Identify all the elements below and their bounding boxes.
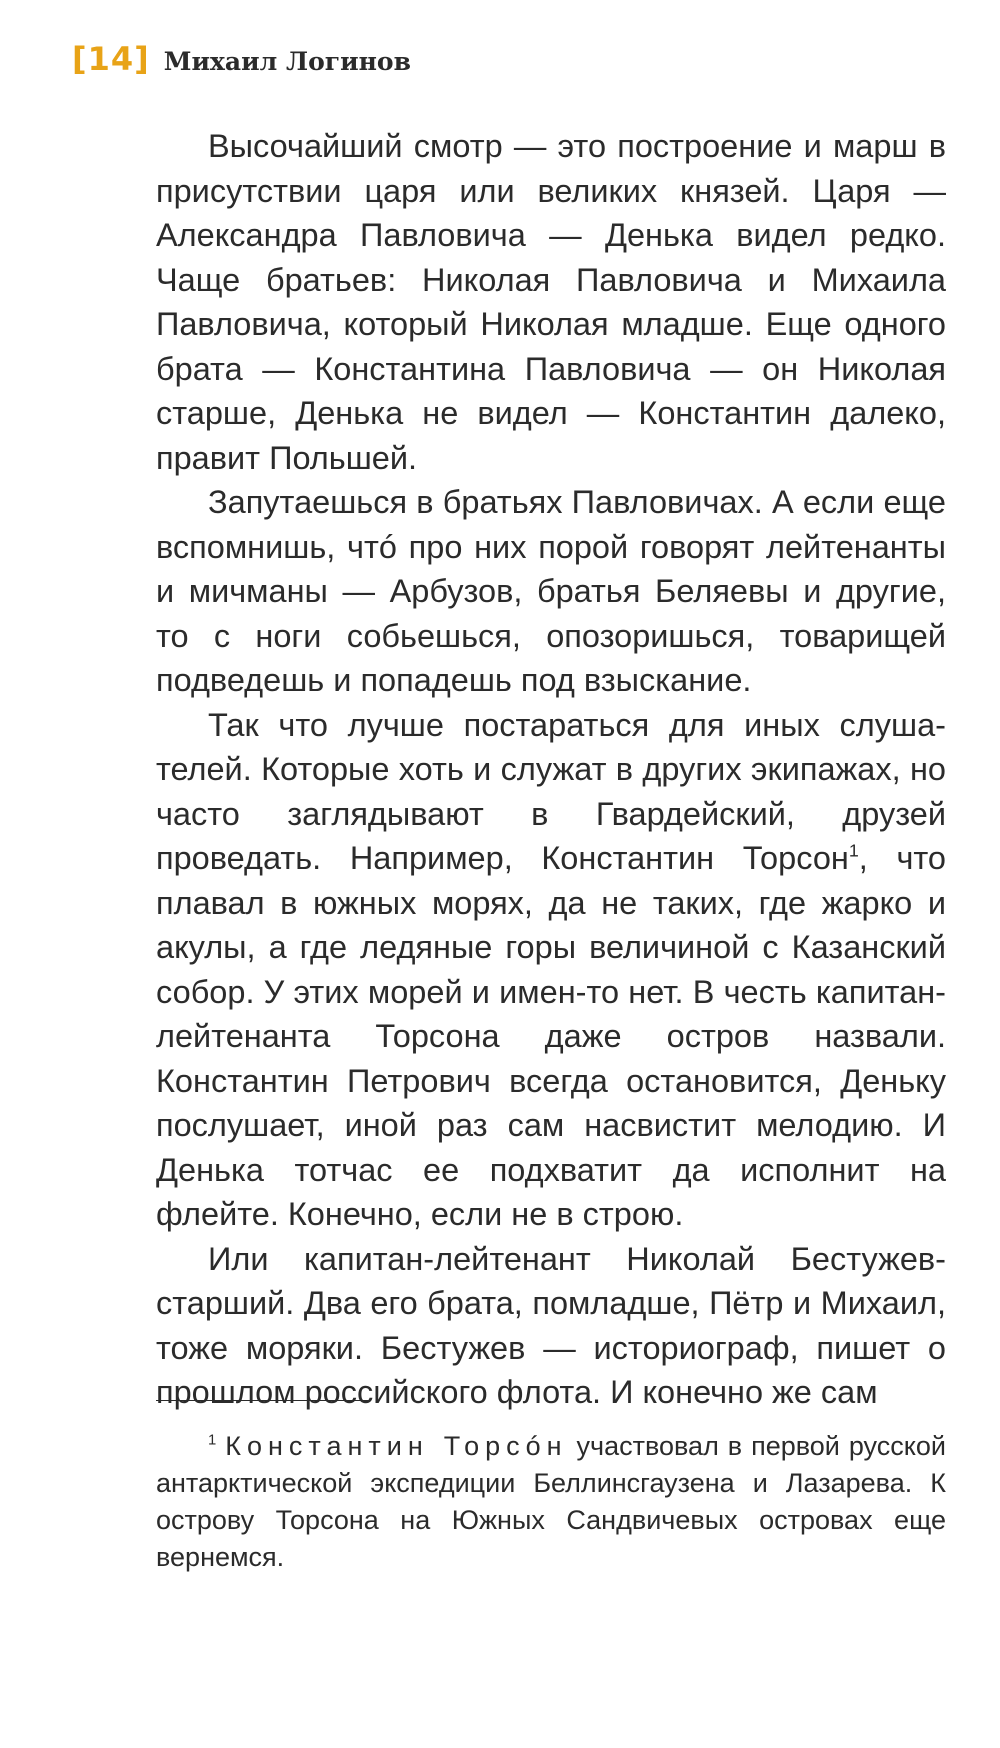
footnote-reference[interactable]: 1: [848, 840, 859, 861]
running-header: [72, 40, 411, 78]
page-number: [14]: [72, 40, 150, 78]
footnote-text: участвовал в первой русской антарктической экспедиции Беллинсгаузена и Лазарева. К острову Торсона на Южных Сандвичевых островах еще вернемся.: [156, 1431, 946, 1572]
author-name: Михаил Логинов: [163, 47, 411, 76]
paragraph-1: Высочайший смотр — это построение и марш в присутствии царя или великих князей. Царя — Александра Павловича — Денька видел редко. Чаще братьев: Николая Павловича и Михаила Павловича, который Николая младше. Еще одного брата — Константина Павловича — он Николая старше, Денька не видел — Константин далеко, правит Польшей.: [156, 128, 946, 476]
paragraph-3: [156, 703, 946, 1237]
footnote: [156, 1428, 946, 1576]
footnote-marker: 1: [208, 1432, 217, 1449]
paragraph-2: Запутаешься в братьях Павловичах. А если еще вспомнишь, чтó про них порой говорят лейтенанты и мичманы — Арбузов, братья Беляевы и другие, то с ноги собьешься, опозоришься, товарищей подведешь и попадешь под взыскание.: [156, 484, 946, 698]
paragraph-4: Или капитан-лейтенант Николай Бестужев-старший. Два его брата, помладше, Пётр и Михаил, тоже моряки. Бестужев — историограф, пишет о прошлом российского флота. И конечно же сам: [156, 1240, 946, 1410]
paragraph-3-text-a: Так что лучше постараться для иных слушателей. Которые хоть и служат в других экипажах, но часто заглядывают в Гвардейский, друзей проведать. Например, Константин Торсон: [156, 706, 946, 876]
paragraph-3-text-b: , что плавал в южных морях, да не таких, где жарко и акулы, а где ледяные горы величиной с Казанский собор. У этих морей и имен-то нет. В честь капитан-лейтенанта Торсона даже остров назвали. Константин Петрович всегда остановится, Деньку послушает, иной раз сам насвистит мелодию. И Денька тотчас ее подхватит да исполнит на флейте. Конечно, если не в строю.: [156, 840, 946, 1232]
footnote-name: Константин Торсóн: [225, 1431, 568, 1461]
main-text: [156, 124, 946, 1415]
footnote-divider: [156, 1400, 370, 1401]
